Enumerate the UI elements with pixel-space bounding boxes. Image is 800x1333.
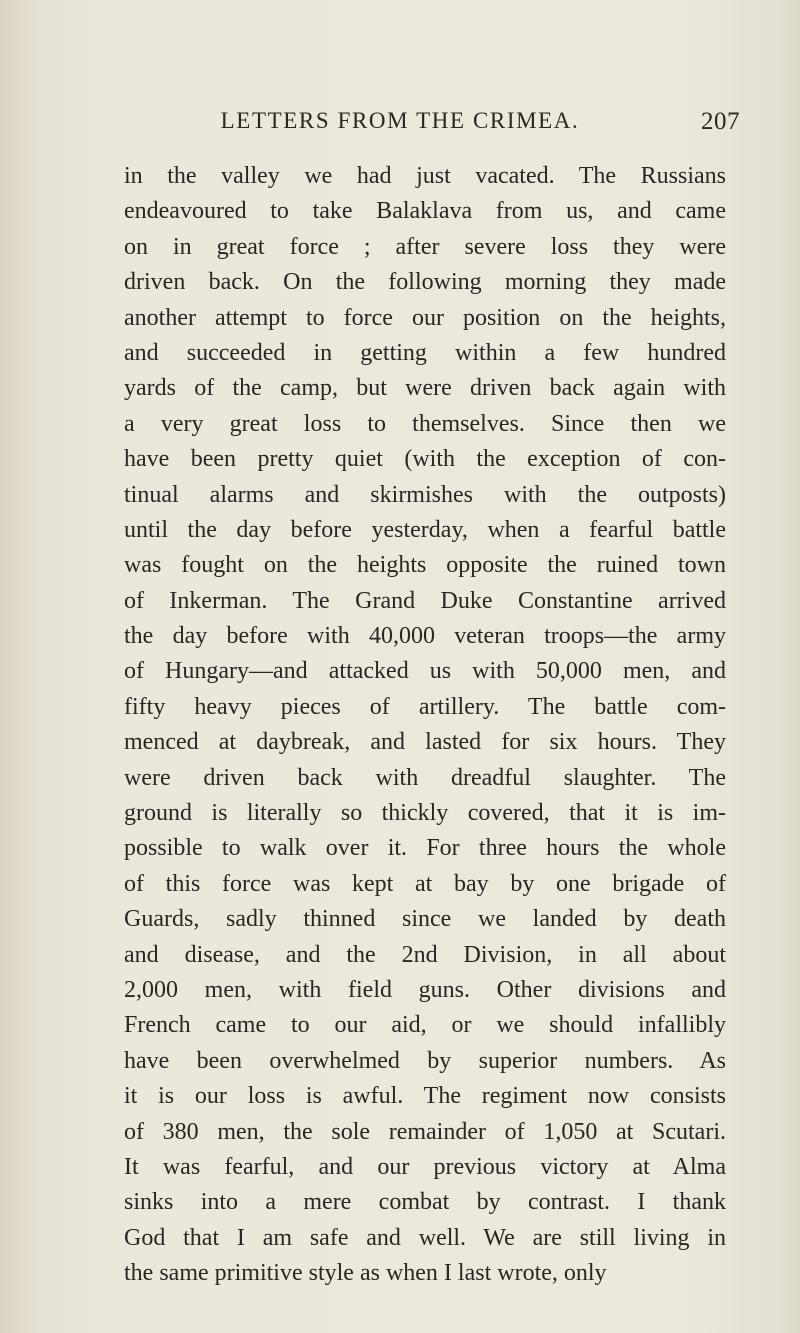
- text-line: tinual alarms and skirmishes with the outposts): [124, 481, 726, 508]
- text-line: of 380 men, the sole remainder of 1,050 at Scutari.: [124, 1118, 726, 1145]
- text-line: a very great loss to themselves. Since then we: [124, 410, 726, 437]
- text-line: of Inkerman. The Grand Duke Constantine arrived: [124, 587, 726, 614]
- text-line: in the valley we had just vacated. The Russians: [124, 163, 726, 189]
- text-line: menced at daybreak, and lasted for six hours. They: [124, 729, 726, 756]
- text-line: driven back. On the following morning they made: [124, 269, 726, 296]
- text-line: the day before with 40,000 veteran troops—the army: [124, 623, 726, 650]
- text-line: it is our loss is awful. The regiment now consists: [124, 1083, 726, 1110]
- running-title: LETTERS FROM THE CRIMEA.: [220, 108, 580, 133]
- text-line: have been overwhelmed by superior numbers. As: [124, 1047, 726, 1074]
- text-line: yards of the camp, but were driven back again with: [124, 375, 726, 402]
- text-line: ground is literally so thickly covered, that it is im-: [124, 800, 726, 827]
- text-line: 2,000 men, with field guns. Other divisions and: [124, 976, 726, 1003]
- text-line: of this force was kept at bay by one brigade of: [124, 870, 726, 897]
- page-number: 207: [701, 108, 740, 135]
- text-line: until the day before yesterday, when a fearful battle: [124, 516, 726, 543]
- text-line: of Hungary—and attacked us with 50,000 men, and: [124, 658, 726, 685]
- text-line: sinks into a mere combat by contrast. I thank: [124, 1189, 726, 1216]
- text-line: possible to walk over it. For three hours the whole: [124, 835, 726, 862]
- text-line: and succeeded in getting within a few hundred: [124, 339, 726, 366]
- text-line: on in great force ; after severe loss they were: [124, 233, 726, 260]
- text-line: the same primitive style as when I last wrote, only: [124, 1260, 607, 1287]
- text-line: French came to our aid, or we should infallibly: [124, 1012, 726, 1039]
- text-line: God that I am safe and well. We are still living in: [124, 1224, 726, 1251]
- text-line: Guards, sadly thinned since we landed by death: [124, 906, 726, 933]
- page-header: [0, 104, 800, 144]
- text-line: have been pretty quiet (with the exception of con-: [124, 446, 726, 473]
- body-text: [124, 159, 726, 1292]
- text-line: endeavoured to take Balaklava from us, and came: [124, 198, 726, 225]
- text-line: was fought on the heights opposite the ruined town: [124, 552, 726, 579]
- text-line: fifty heavy pieces of artillery. The battle com-: [124, 693, 726, 720]
- text-line: It was fearful, and our previous victory at Alma: [124, 1153, 726, 1180]
- text-line: were driven back with dreadful slaughter. The: [124, 764, 726, 791]
- text-line: another attempt to force our position on the heights,: [124, 304, 726, 331]
- text-line: and disease, and the 2nd Division, in all about: [124, 941, 726, 968]
